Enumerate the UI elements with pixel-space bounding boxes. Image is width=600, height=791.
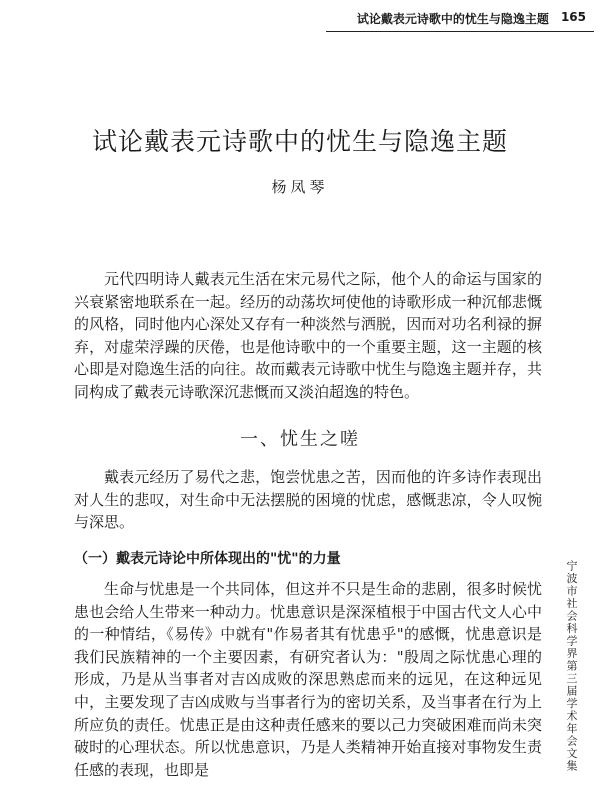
- body-paragraph: 生命与忧患是一个共同体，但这并不只是生命的悲剧，很多时候忧患也会给人生带来一种动力。忧患意识是深深植根于中国古代文人心中的一种情结，《易传》中就有"作易者其有忧患乎"的感慨，忧患意识是我们民族精神的一个主要因素，有研究者认为："殷周之际忧患心理的形成，乃是从当事者对吉凶成败的深思熟虑而来的远见，在这种远见中，主要发现了吉凶成败与当事者行为的密切关系，及当事者在行为上所应负的责任。忧患正是由这种责任感来的要以己力突破困难而尚未突破时的心理状态。所以忧患意识，乃是人类精神开始直接对事物发生责任感的表现，也即是: [74, 580, 542, 779]
- section-heading: 一、忧生之嗟: [240, 429, 360, 450]
- running-header: [320, 10, 586, 27]
- article-title: 试论戴表元诗歌中的忧生与隐逸主题: [91, 127, 508, 156]
- body-paragraph: 元代四明诗人戴表元生活在宋元易代之际，他个人的命运与国家的兴衰紧密地联系在一起。经历的动荡坎坷使他的诗歌形成一种沉郁悲慨的风格，同时他内心深处又存有一种淡然与洒脱，因而对功名利禄的摒弃，对虚荣浮躁的厌倦，也是他诗歌中的一个重要主题，这一主题的核心即是对隐逸生活的向往。故而戴表元诗歌中忧生与隐逸主题并存，共同构成了戴表元诗歌深沉悲慨而又淡泊超逸的特色。: [74, 270, 542, 401]
- running-title: 试论戴表元诗歌中的忧生与隐逸主题: [356, 12, 549, 26]
- subsection-heading: （一）戴表元诗论中所体现出的"忧"的力量: [74, 551, 341, 567]
- side-note-vertical: 宁波市社会科学界第三届学术年会文集: [565, 560, 578, 773]
- article-author: 杨凤琴: [271, 178, 329, 196]
- body-paragraph: 戴表元经历了易代之悲，饱尝忧患之苦，因而他的许多诗作表现出对人生的悲叹，对生命中无法摆脱的困境的忧虑，感慨悲凉，令人叹惋与深思。: [74, 468, 542, 532]
- header-rule: [326, 31, 594, 32]
- page-number: 165: [560, 10, 586, 24]
